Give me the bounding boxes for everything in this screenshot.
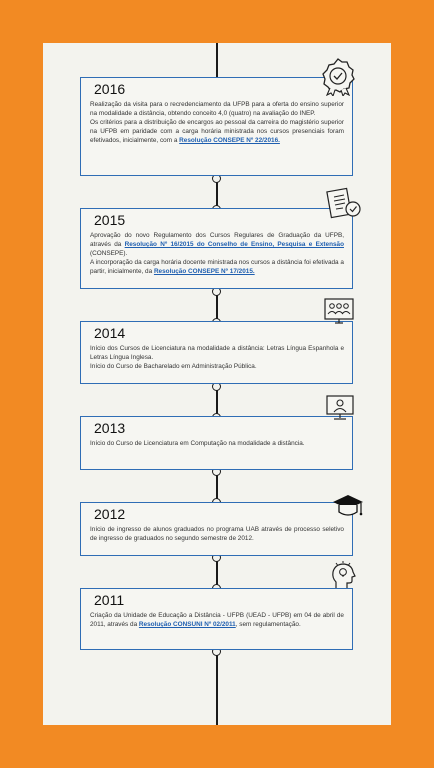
event-text: Início dos Cursos de Licenciatura na modalidade a distância: Letras Língua Espanhola e Letras Língua Inglesa. [90, 345, 344, 361]
year-label: 2013 [94, 420, 126, 436]
year-label: 2014 [94, 325, 126, 341]
event-text: Início do Curso de Licenciatura em Computação na modalidade a distância. [90, 440, 305, 447]
resolution-link[interactable]: Resolução Nº 16/2015 do Conselho de Ensino, Pesquisa e Extensão [124, 241, 344, 248]
resolution-link[interactable]: Resolução CONSUNI Nº 02/2011 [138, 621, 236, 628]
event-text: Aprovação do novo Regulamento dos Cursos Regulares de Graduação da UFPB, através da [90, 232, 344, 248]
event-text: (CONSEPE). [90, 250, 128, 257]
resolution-link[interactable]: Resolução CONSEPE Nº 17/2015. [153, 268, 255, 275]
event-text: Início do Curso de Bacharelado em Administração Pública. [90, 363, 257, 370]
timeline-card-2011 [80, 588, 353, 650]
timeline-card-2014 [80, 321, 353, 384]
graduation-cap-icon [331, 493, 365, 521]
event-text: , sem regulamentação. [235, 621, 301, 628]
timeline-line [216, 650, 218, 725]
year-label: 2011 [94, 592, 125, 608]
event-text: Início de ingresso de alunos graduados no programa UAB através de processo seletivo de ingresso de graduados no segundo semestre de 2012. [90, 526, 344, 542]
document-approved-icon [325, 187, 363, 223]
year-label: 2015 [94, 212, 126, 228]
timeline-card-2012 [80, 502, 353, 556]
event-text: Os critérios para a distribuição de encargos ao pessoal da carreira do magistério superior na UFPB em paridade com a carga horária ministrada nos cursos presenciais foram efetivados, inicialmente, com a [90, 119, 344, 144]
timeline-card-2015 [80, 208, 353, 289]
event-text: Realização da visita para o recredenciamento da UFPB para a oferta do ensino superior na modalidade a distância, obtendo conceito 4,0 (quatro) na avaliação do INEP. [90, 101, 344, 117]
timeline-line [216, 43, 218, 78]
resolution-link[interactable]: Resolução CONSEPE Nº 22/2016. [179, 137, 280, 144]
year-label: 2016 [94, 81, 126, 97]
award-ribbon-icon [318, 56, 358, 96]
timeline-card-2013 [80, 416, 353, 470]
timeline-card-2016 [80, 77, 353, 176]
online-class-icon [323, 297, 355, 327]
event-text: Criação da Unidade de Educação a Distância - UFPB (UEAD - UFPB) em 04 de abril de 2011, através da [90, 612, 344, 628]
idea-head-icon [330, 560, 358, 590]
computer-user-icon [325, 394, 355, 422]
event-text: A incorporação da carga horária docente ministrada nos cursos a distância foi efetivada a partir, inicialmente, da [90, 259, 344, 275]
year-label: 2012 [94, 506, 126, 522]
